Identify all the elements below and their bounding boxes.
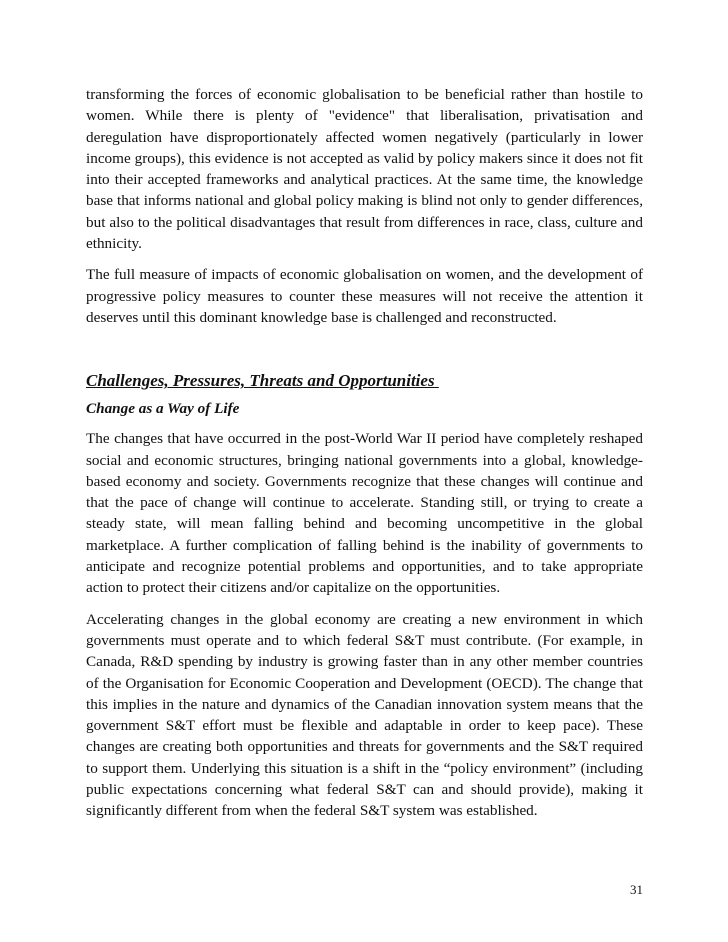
paragraph-globalisation-women: transforming the forces of economic globalisation to be beneficial rather than hostile to women. While there is plenty of "evidence" that liberalisation, privatisation and deregulation have disproportionately affected women negatively (particularly in lower income groups), this evidence is not accepted as valid by policy makers since it does not fit into their accepted frameworks and analytical practices. At the same time, the knowledge base that informs national and global policy making is blind not only to gender differences, but also to the political disadvantages that result from differences in race, class, culture and ethnicity. [86,86,643,253]
paragraph-impacts-measure: The full measure of impacts of economic globalisation on women, and the development of progressive policy measures to counter these measures will not receive the attention it deserves until this dominant knowledge base is challenged and reconstructed. [86,266,643,326]
page-body [86,84,643,822]
paragraph-accelerating-changes: Accelerating changes in the global economy are creating a new environment in which governments must operate and to which federal S&T must contribute. (For example, in Canada, R&D spending by industry is growing faster than in any other member countries of the Organisation for Economic Cooperation and Development (OECD). The change that this implies in the nature and dynamics of the Canadian innovation system means that the government S&T effort must be flexible and adaptable in order to keep pace). These changes are creating both opportunities and threats for governments and the S&T required to support them. Underlying this situation is a shift in the “policy environment” (including public expectations concerning what federal S&T can and should provide), making it significantly different from when the federal S&T system was established. [86,610,643,820]
page-number: 31 [630,882,643,897]
paragraph-post-war-changes: The changes that have occurred in the post-World War II period have completely reshaped social and economic structures, bringing national governments into a global, knowledge-based economy and society. Governments recognize that these changes will continue and that the pace of change will continue to accelerate. Standing still, or trying to create a steady state, will mean falling behind and becoming uncompetitive in the global marketplace. A further complication of falling behind is the inability of governments to anticipate and recognize potential problems and opportunities, and to take appropriate action to protect their citizens and/or capitalize on the opportunities. [86,430,643,597]
section-heading: Challenges, Pressures, Threats and Opportunities [86,371,439,391]
sub-heading: Change as a Way of Life [86,400,240,418]
